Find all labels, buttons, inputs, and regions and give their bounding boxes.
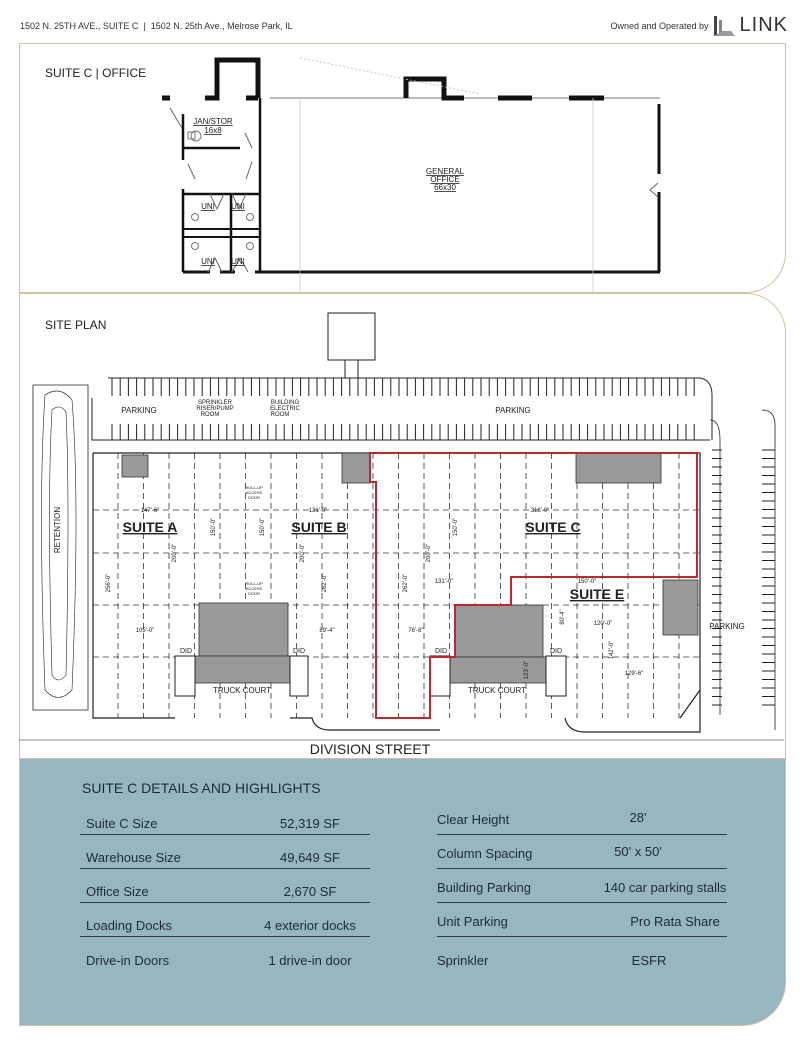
detail-label: Office Size xyxy=(86,884,149,899)
roll-up-door-label: ROLL-UP xyxy=(245,485,263,490)
drive-in-door-label: DID xyxy=(292,648,306,655)
dimension-label: 150'-0" xyxy=(577,579,597,585)
parking-label: PARKING xyxy=(709,622,745,631)
detail-row xyxy=(437,843,727,869)
suite-e-label: SUITE E xyxy=(569,586,625,602)
dimension-label: 105'-0" xyxy=(135,628,155,634)
detail-row xyxy=(437,877,727,903)
room-label-office: OFFICE xyxy=(430,175,460,184)
detail-value: 2,670 SF xyxy=(283,884,337,899)
dimension-label: 262'-0" xyxy=(403,573,409,593)
site-plan-panel xyxy=(19,293,786,759)
electric-room-label: BUILDING xyxy=(270,400,300,406)
suite-a-label: SUITE A xyxy=(122,519,178,535)
owner-credit xyxy=(610,14,788,37)
details-title: SUITE C DETAILS AND HIGHLIGHTS xyxy=(82,780,321,796)
detail-row xyxy=(80,945,370,971)
detail-label: Sprinkler xyxy=(437,953,489,968)
sprinkler-room-label: RISER/PUMP xyxy=(196,406,234,412)
truck-court-label: TRUCK COURT xyxy=(212,686,272,695)
detail-row xyxy=(80,877,370,903)
detail-row xyxy=(437,911,727,937)
drive-in-door-label: DID xyxy=(434,648,448,655)
truck-court-label: TRUCK COURT xyxy=(467,686,527,695)
suite-b-label: SUITE B xyxy=(291,519,347,535)
dimension-label: 142'-0" xyxy=(609,640,615,660)
room-label-uni: UNI xyxy=(231,257,245,266)
site-plan-drawing xyxy=(19,293,786,759)
detail-label: Column Spacing xyxy=(437,846,533,861)
property-address: 1502 N. 25TH AVE., SUITE C | 1502 N. 25th Ave., Melrose Park, IL xyxy=(20,21,293,31)
sprinkler-room-label: SPRINKLER xyxy=(197,400,233,406)
room-label-jan-stor: JAN/STOR xyxy=(193,117,233,126)
dimension-label: 256'-0" xyxy=(106,573,112,593)
suite-c-label: SUITE C xyxy=(525,519,581,535)
dimension-label: 131'-0" xyxy=(434,579,454,585)
detail-row xyxy=(437,809,727,835)
owned-by-text: Owned and Operated by xyxy=(610,20,709,31)
detail-value: 1 drive-in door xyxy=(268,953,352,968)
parking-label: PARKING xyxy=(121,406,157,415)
retention-label: RETENTION xyxy=(53,506,62,554)
detail-value: 140 car parking stalls xyxy=(603,880,727,895)
room-label-general: GENERAL xyxy=(425,167,465,176)
site-plan-title: SITE PLAN xyxy=(45,318,107,332)
dimension-label: 150'-0" xyxy=(453,517,459,537)
street-label: DIVISION STREET xyxy=(309,741,431,757)
roll-up-door-label: DOOR xyxy=(248,591,260,596)
detail-row xyxy=(80,809,370,835)
room-label-uni: UNI xyxy=(201,257,215,266)
room-label-uni: UNI xyxy=(201,202,215,211)
detail-label: Warehouse Size xyxy=(86,850,181,865)
dimension-label: 200'-0" xyxy=(426,543,432,563)
roll-up-door-label: ROLL-UP xyxy=(245,581,263,586)
room-size-jan-stor: 16x8 xyxy=(204,126,222,135)
office-floor-plan xyxy=(20,44,787,294)
dimension-label: 89'-4" xyxy=(319,628,335,634)
dimension-label: 150'-0" xyxy=(260,517,266,537)
office-plan-panel xyxy=(19,43,786,293)
dimension-label: 316'-0" xyxy=(530,508,550,514)
detail-value: 49,649 SF xyxy=(280,850,340,865)
detail-label: Suite C Size xyxy=(86,816,158,831)
logo-text: LINK xyxy=(739,14,788,36)
details-panel xyxy=(19,758,786,1026)
dimension-label: 80'-4" xyxy=(560,609,566,625)
dimension-label: 123'-0" xyxy=(524,660,530,680)
room-size-general-office: 66x30 xyxy=(434,183,456,192)
sprinkler-room-label: ROOM xyxy=(200,412,220,418)
dimension-label: 147'-6" xyxy=(140,508,160,514)
detail-label: Unit Parking xyxy=(437,914,508,929)
detail-label: Drive-in Doors xyxy=(86,953,170,968)
drive-in-door-label: DID xyxy=(179,648,193,655)
detail-label: Loading Docks xyxy=(86,918,172,933)
drive-in-door-label: DID xyxy=(549,648,563,655)
link-logo xyxy=(713,14,788,37)
detail-label: Building Parking xyxy=(437,880,531,895)
detail-row xyxy=(80,843,370,869)
detail-value: 28' xyxy=(629,810,647,825)
electric-room-label: ROOM xyxy=(270,412,290,418)
dimension-label: 200'-0" xyxy=(300,543,306,563)
dimension-label: 120'-0" xyxy=(593,621,613,627)
detail-value: 4 exterior docks xyxy=(264,918,356,933)
link-logo-icon xyxy=(713,15,737,37)
detail-value: Pro Rata Share xyxy=(630,914,720,929)
dimension-label: 76'-8" xyxy=(408,628,424,634)
dimension-label: 129'-6" xyxy=(624,671,644,677)
parking-label: PARKING xyxy=(495,406,531,415)
office-plan-title: SUITE C | OFFICE xyxy=(45,66,147,80)
dimension-label: 150'-0" xyxy=(211,517,217,537)
detail-value: 52,319 SF xyxy=(280,816,340,831)
detail-row xyxy=(80,911,370,937)
roll-up-door-label: DOOR xyxy=(248,495,260,500)
detail-row xyxy=(437,945,727,971)
room-label-uni: UNI xyxy=(231,202,245,211)
detail-value: ESFR xyxy=(631,953,667,968)
dimension-label: 262'-0" xyxy=(322,573,328,593)
detail-value: 50' x 50' xyxy=(614,844,662,859)
dimension-label: 200'-0" xyxy=(172,543,178,563)
roll-up-door-label: ACCESS xyxy=(245,586,263,591)
electric-room-label: ELECTRIC xyxy=(270,406,300,412)
detail-label: Clear Height xyxy=(437,812,510,827)
dimension-label: 131'-0" xyxy=(308,508,328,514)
roll-up-door-label: ACCESS xyxy=(245,490,263,495)
